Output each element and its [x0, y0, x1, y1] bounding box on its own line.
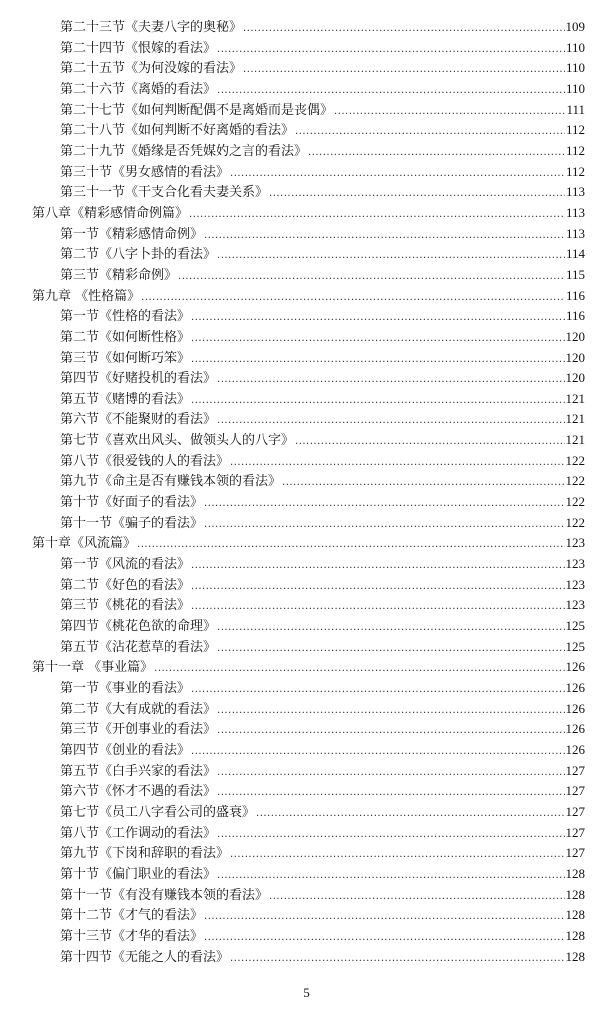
toc-entry-page: 116 [565, 287, 585, 303]
toc-section-entry[interactable] [0, 823, 613, 844]
toc-entry-page: 122 [565, 494, 585, 510]
toc-entry-title: 第十二节《才气的看法》 [60, 908, 204, 924]
toc-entry-page: 128 [565, 865, 585, 881]
toc-entry-page: 120 [565, 328, 585, 344]
toc-section-entry[interactable] [0, 244, 613, 265]
toc-dot-leader [204, 928, 564, 949]
toc-dot-leader [191, 350, 564, 371]
toc-section-entry[interactable] [0, 38, 613, 59]
toc-section-entry[interactable] [0, 79, 613, 100]
toc-section-entry[interactable] [0, 926, 613, 947]
toc-dot-leader [217, 721, 564, 742]
toc-section-entry[interactable] [0, 58, 613, 79]
toc-dot-leader [204, 226, 565, 247]
toc-entry-title: 第五节《沾花惹草的看法》 [60, 639, 217, 655]
toc-dot-leader [230, 453, 564, 474]
toc-entry-title: 第九节《下岗和辞职的看法》 [60, 846, 230, 862]
toc-dot-leader [154, 659, 564, 680]
toc-dot-leader [141, 288, 565, 309]
toc-section-entry[interactable] [0, 306, 613, 327]
toc-entry-page: 110 [565, 60, 585, 76]
toc-section-entry[interactable] [0, 17, 613, 38]
toc-entry-title: 第二十六节《离婚的看法》 [60, 81, 217, 97]
toc-entry-page: 112 [565, 142, 585, 158]
toc-dot-leader [191, 329, 564, 350]
toc-section-entry[interactable] [0, 905, 613, 926]
toc-section-entry[interactable] [0, 451, 613, 472]
toc-dot-leader [204, 515, 564, 536]
toc-entry-title: 第四节《创业的看法》 [60, 742, 191, 758]
toc-entry-title: 第七节《员工八字看公司的盛衰》 [60, 804, 256, 820]
toc-entry-title: 第八节《工作调动的看法》 [60, 825, 217, 841]
toc-section-entry[interactable] [0, 864, 613, 885]
toc-section-entry[interactable] [0, 843, 613, 864]
toc-entry-title: 第八章《精彩感情命例篇》 [32, 205, 189, 221]
toc-dot-leader [295, 432, 564, 453]
toc-dot-leader [217, 618, 564, 639]
toc-entry-page: 110 [565, 80, 585, 96]
toc-dot-leader [243, 19, 564, 40]
toc-section-entry[interactable] [0, 678, 613, 699]
toc-entry-page: 127 [565, 803, 585, 819]
toc-entry-page: 114 [565, 246, 585, 262]
toc-dot-leader [308, 143, 565, 164]
toc-section-entry[interactable] [0, 740, 613, 761]
toc-entry-page: 112 [565, 163, 585, 179]
toc-section-entry[interactable] [0, 947, 613, 968]
toc-section-entry[interactable] [0, 389, 613, 410]
toc-entry-title: 第十章《风流篇》 [32, 536, 137, 552]
toc-entry-page: 128 [565, 886, 585, 902]
toc-entry-title: 第二节《大有成就的看法》 [60, 701, 217, 717]
toc-entry-title: 第九章 《性格篇》 [32, 288, 141, 304]
toc-entry-title: 第二十九节《婚缘是否凭媒妁之言的看法》 [60, 143, 308, 159]
toc-entry-page: 128 [565, 948, 585, 964]
toc-dot-leader [217, 81, 565, 102]
toc-entry-title: 第十一节《有没有赚钱本领的看法》 [60, 887, 269, 903]
toc-entry-title: 第三节《桃花的看法》 [60, 598, 191, 614]
toc-entry-page: 120 [565, 349, 585, 365]
toc-entry-title: 第十一节《骗子的看法》 [60, 515, 204, 531]
toc-dot-leader [217, 246, 565, 267]
toc-entry-page: 116 [565, 308, 585, 324]
toc-section-entry[interactable] [0, 595, 613, 616]
toc-section-entry[interactable] [0, 554, 613, 575]
toc-dot-leader [256, 804, 564, 825]
toc-entry-title: 第三节《如何断巧笨》 [60, 350, 191, 366]
toc-entry-title: 第二十七节《如何判断配偶不是离婚而是丧偶》 [60, 102, 334, 118]
toc-dot-leader [191, 597, 564, 618]
toc-dot-leader [191, 577, 564, 598]
toc-entry-title: 第五节《赌博的看法》 [60, 391, 191, 407]
toc-section-entry[interactable] [0, 182, 613, 203]
toc-entry-page: 128 [565, 927, 585, 943]
toc-entry-title: 第二十四节《恨嫁的看法》 [60, 40, 217, 56]
toc-section-entry[interactable] [0, 430, 613, 451]
toc-section-entry[interactable] [0, 162, 613, 183]
toc-dot-leader [217, 370, 564, 391]
toc-dot-leader [217, 866, 564, 887]
toc-entry-title: 第二十八节《如何判断不好离婚的看法》 [60, 123, 295, 139]
toc-section-entry[interactable] [0, 368, 613, 389]
toc-entry-title: 第六节《怀才不遇的看法》 [60, 784, 217, 800]
toc-entry-page: 115 [565, 266, 585, 282]
toc-entry-page: 127 [565, 824, 585, 840]
toc-section-entry[interactable] [0, 224, 613, 245]
toc-section-entry[interactable] [0, 120, 613, 141]
toc-entry-title: 第二十五节《为何没嫁的看法》 [60, 61, 243, 77]
toc-dot-leader [217, 763, 564, 784]
toc-dot-leader [282, 473, 564, 494]
toc-section-entry[interactable] [0, 348, 613, 369]
toc-section-entry[interactable] [0, 719, 613, 740]
toc-dot-leader [191, 556, 564, 577]
toc-entry-page: 111 [566, 101, 585, 117]
toc-entry-title: 第二节《八字卜卦的看法》 [60, 247, 217, 263]
toc-entry-page: 127 [565, 845, 585, 861]
toc-section-entry[interactable] [0, 141, 613, 162]
toc-dot-leader [295, 122, 565, 143]
toc-entry-page: 113 [565, 204, 585, 220]
toc-section-entry[interactable] [0, 513, 613, 534]
toc-entry-title: 第十节《偏门职业的看法》 [60, 866, 217, 882]
toc-entry-title: 第三节《开创事业的看法》 [60, 722, 217, 738]
toc-entry-page: 126 [565, 659, 585, 675]
toc-entry-page: 122 [565, 473, 585, 489]
toc-section-entry[interactable] [0, 327, 613, 348]
toc-dot-leader [204, 907, 564, 928]
toc-entry-page: 128 [565, 907, 585, 923]
toc-entry-page: 127 [565, 783, 585, 799]
toc-entry-title: 第三十节《男女感情的看法》 [60, 164, 230, 180]
toc-dot-leader [178, 267, 565, 288]
toc-dot-leader [230, 164, 565, 185]
toc-entry-title: 第四节《好赌投机的看法》 [60, 371, 217, 387]
toc-section-entry[interactable] [0, 100, 613, 121]
toc-chapter-entry[interactable] [0, 286, 613, 307]
toc-entry-title: 第七节《喜欢出风头、做领头人的八字》 [60, 433, 295, 449]
toc-dot-leader [191, 742, 564, 763]
toc-entry-title: 第一节《性格的看法》 [60, 309, 191, 325]
toc-entry-title: 第十一章 《事业篇》 [32, 660, 154, 676]
toc-dot-leader [269, 887, 564, 908]
toc-entry-page: 109 [565, 19, 585, 34]
toc-dot-leader [230, 949, 564, 970]
toc-entry-page: 123 [565, 597, 585, 613]
toc-dot-leader [217, 825, 564, 846]
toc-entry-page: 113 [565, 225, 585, 241]
toc-section-entry[interactable] [0, 409, 613, 430]
toc-dot-leader [217, 411, 564, 432]
toc-entry-title: 第九节《命主是否有赚钱本领的看法》 [60, 474, 282, 490]
toc-entry-title: 第三节《精彩命例》 [60, 267, 178, 283]
toc-dot-leader [191, 308, 565, 329]
toc-section-entry[interactable] [0, 471, 613, 492]
toc-dot-leader [217, 783, 564, 804]
toc-entry-page: 121 [565, 432, 585, 448]
toc-entry-title: 第十四节《无能之人的看法》 [60, 949, 230, 965]
toc-dot-leader [191, 391, 564, 412]
toc-chapter-entry[interactable] [0, 657, 613, 678]
toc-section-entry[interactable] [0, 761, 613, 782]
toc-dot-leader [217, 40, 565, 61]
toc-dot-leader [243, 60, 565, 81]
toc-entry-page: 122 [565, 514, 585, 530]
toc-entry-title: 第二节《好色的看法》 [60, 577, 191, 593]
toc-dot-leader [230, 845, 564, 866]
toc-section-entry[interactable] [0, 699, 613, 720]
toc-entry-page: 126 [565, 741, 585, 757]
toc-dot-leader [189, 205, 565, 226]
toc-section-entry[interactable] [0, 265, 613, 286]
toc-dot-leader [217, 701, 564, 722]
toc-section-entry[interactable] [0, 492, 613, 513]
page-number: 5 [303, 985, 310, 1000]
toc-entry-page: 123 [565, 576, 585, 592]
toc-section-entry[interactable] [0, 637, 613, 658]
toc-entry-page: 126 [565, 721, 585, 737]
toc-entry-page: 113 [565, 184, 585, 200]
toc-entry-page: 123 [565, 556, 585, 572]
toc-dot-leader [217, 639, 564, 660]
toc-dot-leader [137, 535, 564, 556]
toc-entry-title: 第六节《不能聚财的看法》 [60, 412, 217, 428]
toc-entry-page: 110 [565, 39, 585, 55]
toc-entry-page: 126 [565, 680, 585, 695]
toc-entry-page: 121 [565, 390, 585, 406]
toc-entry-title: 第十三节《才华的看法》 [60, 928, 204, 944]
toc-entry-title: 第十节《好面子的看法》 [60, 495, 204, 511]
toc-entry-page: 125 [565, 618, 585, 634]
toc-dot-leader [191, 680, 564, 701]
toc-entry-page: 125 [565, 638, 585, 654]
toc-entry-title: 第二十三节《夫妻八字的奥秘》 [60, 20, 243, 35]
toc-section-entry[interactable] [0, 575, 613, 596]
toc-section-entry[interactable] [0, 802, 613, 823]
toc-chapter-entry[interactable] [0, 203, 613, 224]
toc-entry-page: 120 [565, 370, 585, 386]
toc-entry-title: 第八节《很爱钱的人的看法》 [60, 453, 230, 469]
toc-entry-title: 第一节《事业的看法》 [60, 681, 191, 696]
table-of-contents [0, 17, 613, 967]
toc-section-entry[interactable] [0, 616, 613, 637]
toc-entry-title: 第一节《精彩感情命例》 [60, 226, 204, 242]
toc-section-entry[interactable] [0, 885, 613, 906]
toc-entry-page: 123 [565, 535, 585, 551]
toc-entry-page: 112 [565, 122, 585, 138]
toc-entry-page: 122 [565, 452, 585, 468]
toc-chapter-entry[interactable] [0, 533, 613, 554]
toc-entry-title: 第四节《桃花色欲的命理》 [60, 619, 217, 635]
toc-entry-title: 第三十一节《干支合化看夫妻关系》 [60, 185, 269, 201]
toc-entry-title: 第二节《如何断性格》 [60, 329, 191, 345]
toc-dot-leader [269, 184, 565, 205]
toc-entry-title: 第五节《白手兴家的看法》 [60, 763, 217, 779]
toc-section-entry[interactable] [0, 781, 613, 802]
toc-entry-page: 121 [565, 411, 585, 427]
toc-dot-leader [334, 102, 565, 123]
toc-entry-page: 127 [565, 762, 585, 778]
toc-dot-leader [204, 494, 564, 515]
toc-entry-title: 第一节《风流的看法》 [60, 557, 191, 573]
toc-entry-page: 126 [565, 700, 585, 716]
